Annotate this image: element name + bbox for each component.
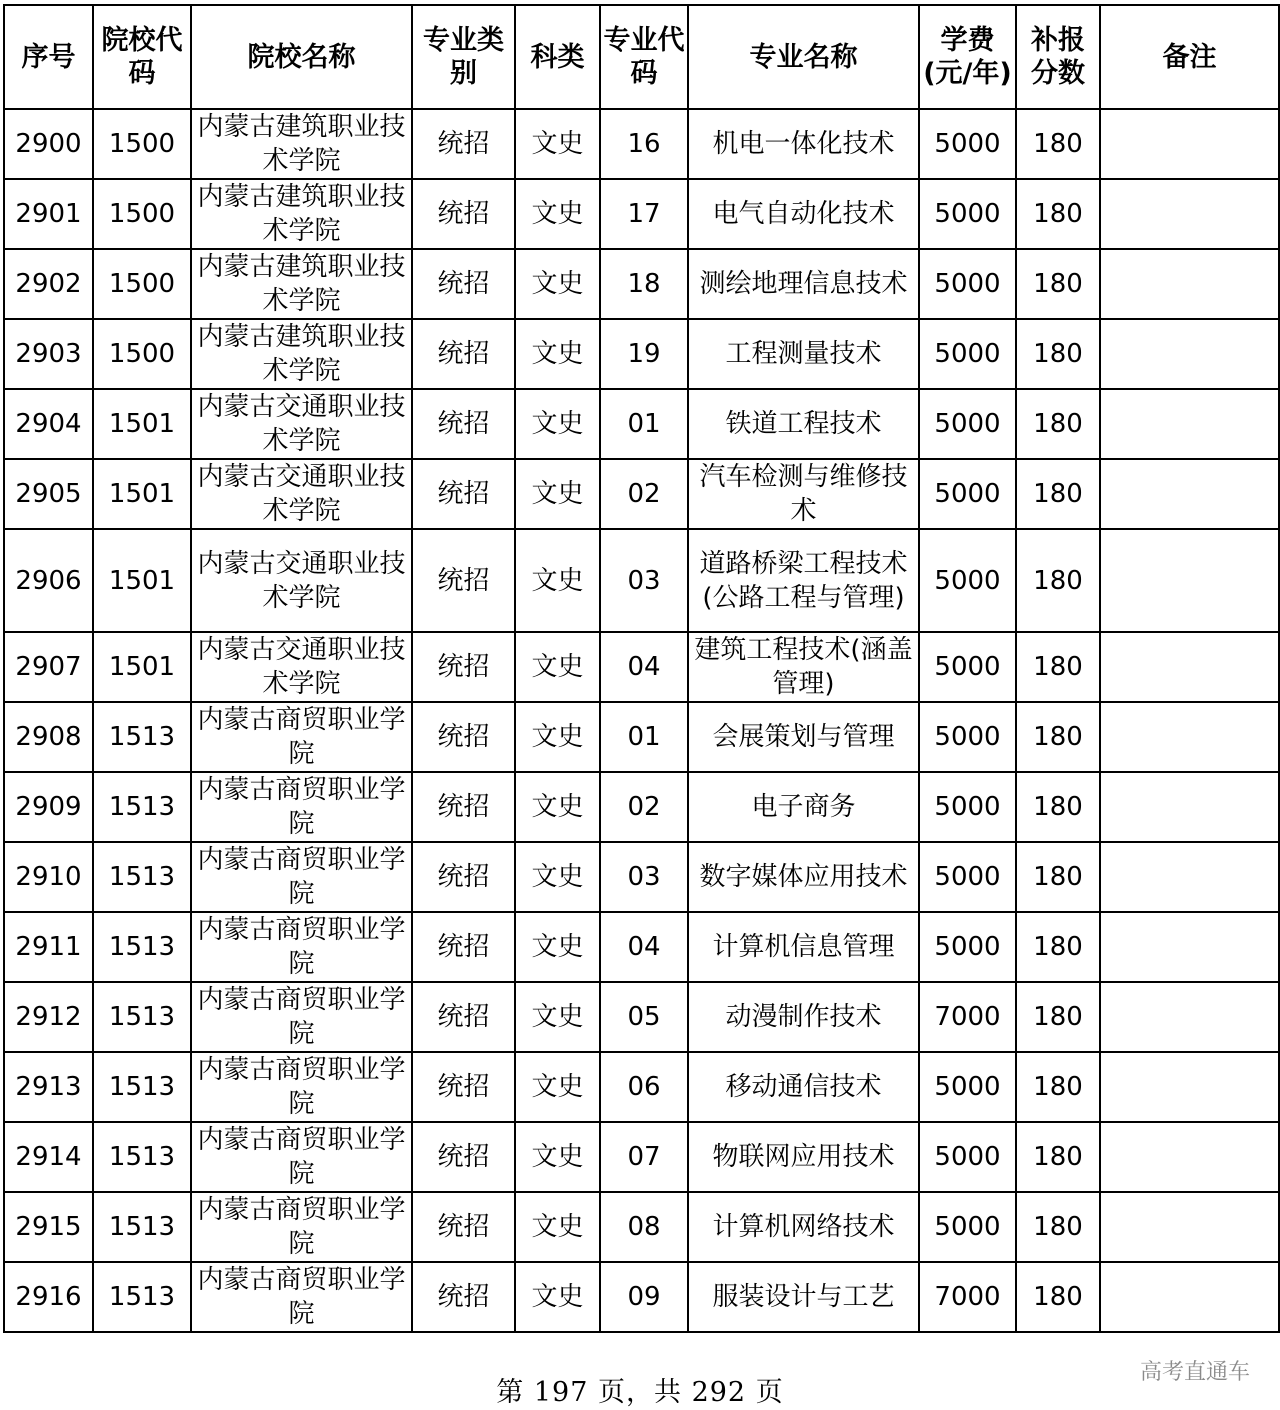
cell-remark: [1100, 842, 1279, 912]
cell-school-name: 内蒙古商贸职业学院: [191, 1052, 412, 1122]
cell-remark: [1100, 1052, 1279, 1122]
cell-remark: [1100, 179, 1279, 249]
cell-subject: 文史: [515, 529, 600, 632]
cell-major-code: 19: [600, 319, 688, 389]
cell-score: 180: [1016, 1122, 1100, 1192]
cell-tuition: 5000: [919, 842, 1016, 912]
cell-major-type: 统招: [412, 459, 515, 529]
cell-tuition: 5000: [919, 1052, 1016, 1122]
cell-tuition: 5000: [919, 772, 1016, 842]
cell-school-code: 1500: [93, 109, 191, 179]
cell-subject: 文史: [515, 389, 600, 459]
table-row: [4, 1192, 1279, 1262]
cell-school-code: 1513: [93, 772, 191, 842]
cell-school-name: 内蒙古商贸职业学院: [191, 702, 412, 772]
cell-seq: 2912: [4, 982, 93, 1052]
header-score: 补报分数: [1016, 5, 1100, 109]
cell-seq: 2905: [4, 459, 93, 529]
cell-major-code: 04: [600, 632, 688, 702]
cell-remark: [1100, 982, 1279, 1052]
cell-remark: [1100, 1192, 1279, 1262]
cell-school-code: 1501: [93, 459, 191, 529]
cell-seq: 2908: [4, 702, 93, 772]
cell-major-type: 统招: [412, 1052, 515, 1122]
cell-seq: 2901: [4, 179, 93, 249]
cell-major-code: 01: [600, 702, 688, 772]
cell-subject: 文史: [515, 319, 600, 389]
cell-school-code: 1513: [93, 912, 191, 982]
cell-major-code: 02: [600, 459, 688, 529]
admissions-table: [3, 4, 1280, 1333]
cell-major-type: 统招: [412, 982, 515, 1052]
cell-tuition: 5000: [919, 632, 1016, 702]
table-body: [4, 109, 1279, 1332]
cell-major-name: 汽车检测与维修技术: [688, 459, 919, 529]
cell-remark: [1100, 912, 1279, 982]
cell-school-code: 1513: [93, 1192, 191, 1262]
cell-score: 180: [1016, 179, 1100, 249]
cell-school-code: 1513: [93, 702, 191, 772]
cell-tuition: 5000: [919, 389, 1016, 459]
cell-major-code: 07: [600, 1122, 688, 1192]
cell-major-type: 统招: [412, 702, 515, 772]
cell-school-name: 内蒙古建筑职业技术学院: [191, 109, 412, 179]
table-row: [4, 912, 1279, 982]
cell-school-name: 内蒙古商贸职业学院: [191, 1122, 412, 1192]
cell-major-name: 铁道工程技术: [688, 389, 919, 459]
cell-major-type: 统招: [412, 1192, 515, 1262]
cell-major-name: 工程测量技术: [688, 319, 919, 389]
header-major-type: 专业类别: [412, 5, 515, 109]
cell-remark: [1100, 109, 1279, 179]
table-row: [4, 319, 1279, 389]
cell-school-code: 1500: [93, 319, 191, 389]
cell-school-name: 内蒙古交通职业技术学院: [191, 459, 412, 529]
table-row: [4, 772, 1279, 842]
table-row: [4, 1122, 1279, 1192]
cell-score: 180: [1016, 459, 1100, 529]
cell-school-code: 1513: [93, 982, 191, 1052]
cell-tuition: 7000: [919, 982, 1016, 1052]
cell-seq: 2916: [4, 1262, 93, 1332]
cell-major-type: 统招: [412, 109, 515, 179]
cell-subject: 文史: [515, 632, 600, 702]
cell-major-name: 电子商务: [688, 772, 919, 842]
cell-tuition: 5000: [919, 702, 1016, 772]
cell-school-name: 内蒙古商贸职业学院: [191, 912, 412, 982]
cell-major-name: 物联网应用技术: [688, 1122, 919, 1192]
page-number: 第 197 页，共 292 页: [496, 1377, 784, 1408]
cell-school-code: 1513: [93, 842, 191, 912]
cell-seq: 2902: [4, 249, 93, 319]
table-row: [4, 389, 1279, 459]
cell-tuition: 5000: [919, 529, 1016, 632]
cell-seq: 2914: [4, 1122, 93, 1192]
cell-tuition: 5000: [919, 109, 1016, 179]
cell-remark: [1100, 702, 1279, 772]
cell-score: 180: [1016, 912, 1100, 982]
cell-seq: 2911: [4, 912, 93, 982]
cell-seq: 2915: [4, 1192, 93, 1262]
cell-score: 180: [1016, 1052, 1100, 1122]
cell-major-name: 测绘地理信息技术: [688, 249, 919, 319]
cell-subject: 文史: [515, 702, 600, 772]
cell-score: 180: [1016, 982, 1100, 1052]
cell-subject: 文史: [515, 912, 600, 982]
header-tuition: 学费(元/年): [919, 5, 1016, 109]
cell-remark: [1100, 529, 1279, 632]
table-row: [4, 842, 1279, 912]
header-row: [4, 5, 1279, 109]
cell-major-code: 06: [600, 1052, 688, 1122]
cell-tuition: 5000: [919, 249, 1016, 319]
cell-school-name: 内蒙古商贸职业学院: [191, 982, 412, 1052]
cell-major-code: 03: [600, 842, 688, 912]
cell-subject: 文史: [515, 109, 600, 179]
cell-seq: 2903: [4, 319, 93, 389]
cell-major-name: 动漫制作技术: [688, 982, 919, 1052]
cell-school-code: 1500: [93, 249, 191, 319]
cell-major-code: 05: [600, 982, 688, 1052]
header-school-code: 院校代码: [93, 5, 191, 109]
table-row: [4, 1052, 1279, 1122]
cell-major-name: 服装设计与工艺: [688, 1262, 919, 1332]
cell-school-code: 1501: [93, 529, 191, 632]
cell-score: 180: [1016, 249, 1100, 319]
header-remark: 备注: [1100, 5, 1279, 109]
cell-subject: 文史: [515, 842, 600, 912]
cell-major-code: 18: [600, 249, 688, 319]
cell-school-name: 内蒙古交通职业技术学院: [191, 389, 412, 459]
cell-remark: [1100, 632, 1279, 702]
table-row: [4, 529, 1279, 632]
cell-major-code: 03: [600, 529, 688, 632]
cell-school-code: 1513: [93, 1262, 191, 1332]
cell-subject: 文史: [515, 249, 600, 319]
cell-score: 180: [1016, 529, 1100, 632]
cell-score: 180: [1016, 1262, 1100, 1332]
cell-school-name: 内蒙古商贸职业学院: [191, 1262, 412, 1332]
cell-remark: [1100, 1122, 1279, 1192]
cell-major-name: 会展策划与管理: [688, 702, 919, 772]
cell-major-code: 17: [600, 179, 688, 249]
cell-major-type: 统招: [412, 1122, 515, 1192]
table-row: [4, 632, 1279, 702]
cell-tuition: 5000: [919, 459, 1016, 529]
cell-school-name: 内蒙古建筑职业技术学院: [191, 249, 412, 319]
cell-major-type: 统招: [412, 842, 515, 912]
cell-tuition: 5000: [919, 179, 1016, 249]
cell-score: 180: [1016, 772, 1100, 842]
cell-school-code: 1501: [93, 632, 191, 702]
cell-major-type: 统招: [412, 632, 515, 702]
cell-school-code: 1501: [93, 389, 191, 459]
cell-school-name: 内蒙古交通职业技术学院: [191, 529, 412, 632]
cell-school-code: 1500: [93, 179, 191, 249]
cell-subject: 文史: [515, 982, 600, 1052]
cell-major-type: 统招: [412, 389, 515, 459]
cell-tuition: 5000: [919, 1192, 1016, 1262]
cell-tuition: 5000: [919, 912, 1016, 982]
cell-score: 180: [1016, 632, 1100, 702]
cell-school-code: 1513: [93, 1122, 191, 1192]
cell-major-name: 机电一体化技术: [688, 109, 919, 179]
cell-tuition: 5000: [919, 1122, 1016, 1192]
table-row: [4, 1262, 1279, 1332]
cell-school-name: 内蒙古建筑职业技术学院: [191, 179, 412, 249]
cell-major-code: 16: [600, 109, 688, 179]
table-row: [4, 179, 1279, 249]
cell-major-type: 统招: [412, 319, 515, 389]
cell-subject: 文史: [515, 459, 600, 529]
cell-remark: [1100, 459, 1279, 529]
cell-subject: 文史: [515, 1122, 600, 1192]
cell-seq: 2913: [4, 1052, 93, 1122]
cell-major-type: 统招: [412, 249, 515, 319]
cell-score: 180: [1016, 1192, 1100, 1262]
cell-seq: 2909: [4, 772, 93, 842]
header-school-name: 院校名称: [191, 5, 412, 109]
cell-remark: [1100, 389, 1279, 459]
header-major-name: 专业名称: [688, 5, 919, 109]
table-row: [4, 702, 1279, 772]
cell-seq: 2904: [4, 389, 93, 459]
cell-major-type: 统招: [412, 179, 515, 249]
cell-major-name: 道路桥梁工程技术(公路工程与管理): [688, 529, 919, 632]
table-row: [4, 109, 1279, 179]
cell-seq: 2907: [4, 632, 93, 702]
cell-tuition: 5000: [919, 319, 1016, 389]
cell-seq: 2910: [4, 842, 93, 912]
cell-subject: 文史: [515, 1192, 600, 1262]
cell-school-name: 内蒙古商贸职业学院: [191, 1192, 412, 1262]
cell-score: 180: [1016, 702, 1100, 772]
cell-major-name: 计算机网络技术: [688, 1192, 919, 1262]
cell-remark: [1100, 772, 1279, 842]
cell-remark: [1100, 249, 1279, 319]
cell-major-type: 统招: [412, 912, 515, 982]
cell-seq: 2906: [4, 529, 93, 632]
cell-tuition: 7000: [919, 1262, 1016, 1332]
cell-remark: [1100, 319, 1279, 389]
cell-score: 180: [1016, 319, 1100, 389]
cell-major-code: 04: [600, 912, 688, 982]
cell-subject: 文史: [515, 772, 600, 842]
watermark: 高考直通车: [1139, 1360, 1250, 1385]
header-major-code: 专业代码: [600, 5, 688, 109]
header-seq: 序号: [4, 5, 93, 109]
cell-major-type: 统招: [412, 1262, 515, 1332]
cell-major-code: 08: [600, 1192, 688, 1262]
cell-major-code: 09: [600, 1262, 688, 1332]
table-row: [4, 249, 1279, 319]
cell-major-name: 移动通信技术: [688, 1052, 919, 1122]
cell-major-name: 数字媒体应用技术: [688, 842, 919, 912]
cell-major-code: 02: [600, 772, 688, 842]
cell-major-name: 计算机信息管理: [688, 912, 919, 982]
cell-major-code: 01: [600, 389, 688, 459]
cell-major-name: 电气自动化技术: [688, 179, 919, 249]
cell-score: 180: [1016, 389, 1100, 459]
cell-score: 180: [1016, 109, 1100, 179]
cell-remark: [1100, 1262, 1279, 1332]
cell-seq: 2900: [4, 109, 93, 179]
cell-major-type: 统招: [412, 772, 515, 842]
cell-major-type: 统招: [412, 529, 515, 632]
cell-subject: 文史: [515, 1262, 600, 1332]
cell-school-name: 内蒙古交通职业技术学院: [191, 632, 412, 702]
cell-major-name: 建筑工程技术(涵盖管理): [688, 632, 919, 702]
cell-school-code: 1513: [93, 1052, 191, 1122]
header-subject: 科类: [515, 5, 600, 109]
cell-score: 180: [1016, 842, 1100, 912]
cell-school-name: 内蒙古商贸职业学院: [191, 772, 412, 842]
table-row: [4, 982, 1279, 1052]
cell-school-name: 内蒙古建筑职业技术学院: [191, 319, 412, 389]
cell-subject: 文史: [515, 1052, 600, 1122]
cell-subject: 文史: [515, 179, 600, 249]
cell-school-name: 内蒙古商贸职业学院: [191, 842, 412, 912]
table-row: [4, 459, 1279, 529]
